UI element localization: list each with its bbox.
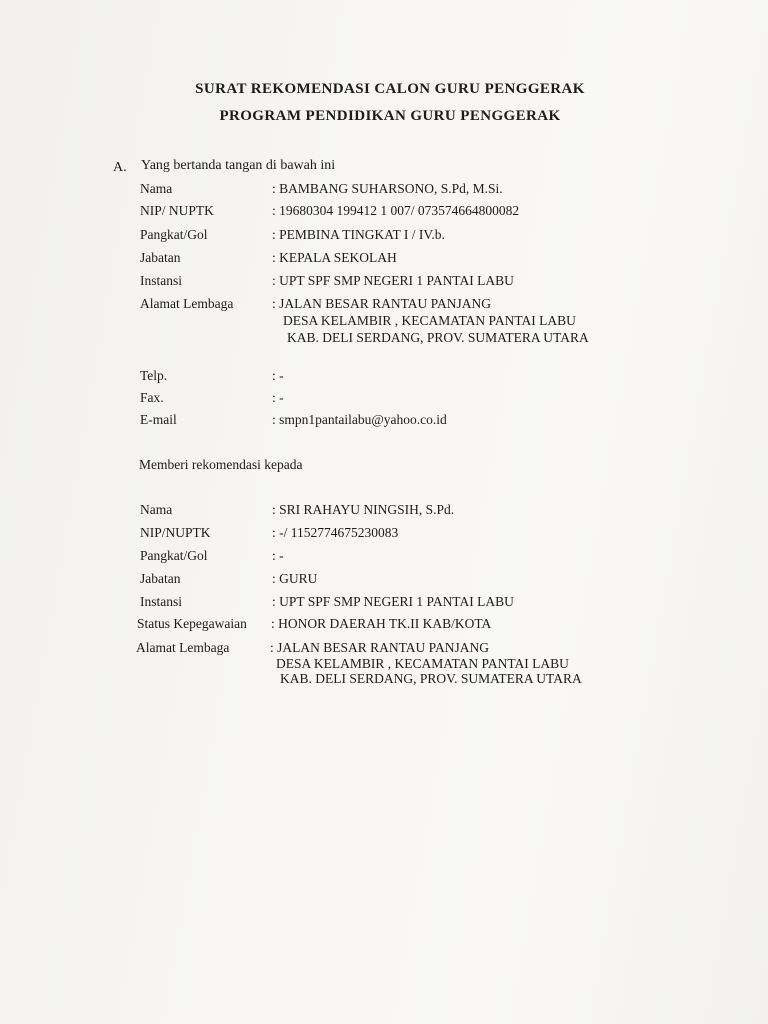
field-value: : HONOR DAERAH TK.II KAB/KOTA <box>271 616 492 631</box>
field-label: Nama <box>140 181 173 196</box>
field-value: : JALAN BESAR RANTAU PANJANG <box>270 640 489 655</box>
field-label: NIP/ NUPTK <box>140 203 214 218</box>
field-label: Fax. <box>140 390 164 405</box>
field-value: KAB. DELI SERDANG, PROV. SUMATERA UTARA <box>280 671 582 686</box>
field-label: Status Kepegawaian <box>137 616 247 631</box>
field-value: : -/ 1152774675230083 <box>272 525 399 540</box>
field-value: : KEPALA SEKOLAH <box>272 250 397 265</box>
field-value: : 19680304 199412 1 007/ 073574664800082 <box>272 203 520 218</box>
field-label: NIP/NUPTK <box>140 525 211 540</box>
field-label: Pangkat/Gol <box>140 548 208 563</box>
section-intro: Yang bertanda tangan di bawah ini <box>141 158 336 173</box>
field-value: : UPT SPF SMP NEGERI 1 PANTAI LABU <box>272 273 514 288</box>
document-title: SURAT REKOMENDASI CALON GURU PENGGERAK <box>195 81 585 97</box>
field-label: Instansi <box>140 273 182 288</box>
field-label: Alamat Lembaga <box>136 640 230 655</box>
field-value: : - <box>272 368 284 383</box>
field-value: : PEMBINA TINGKAT I / IV.b. <box>272 227 445 242</box>
field-value: : BAMBANG SUHARSONO, S.Pd, M.Si. <box>272 181 503 196</box>
field-label: Jabatan <box>140 250 181 265</box>
field-value: KAB. DELI SERDANG, PROV. SUMATERA UTARA <box>287 330 589 345</box>
field-value: : SRI RAHAYU NINGSIH, S.Pd. <box>272 502 455 517</box>
field-value: : UPT SPF SMP NEGERI 1 PANTAI LABU <box>272 594 514 609</box>
field-value: : GURU <box>272 571 318 586</box>
field-value: DESA KELAMBIR , KECAMATAN PANTAI LABU <box>276 656 569 671</box>
field-label: Pangkat/Gol <box>140 227 208 242</box>
field-value: : - <box>272 390 284 405</box>
field-value: DESA KELAMBIR , KECAMATAN PANTAI LABU <box>283 313 576 328</box>
recommend-intro: Memberi rekomendasi kepada <box>139 457 303 472</box>
field-value: : - <box>272 548 284 563</box>
field-label: Alamat Lembaga <box>140 296 234 311</box>
field-label: Nama <box>140 502 173 517</box>
field-label: Instansi <box>140 594 182 609</box>
field-value: : smpn1pantailabu@yahoo.co.id <box>272 412 447 427</box>
field-value: : JALAN BESAR RANTAU PANJANG <box>272 296 491 311</box>
field-label: E-mail <box>140 412 177 427</box>
field-label: Jabatan <box>140 571 181 586</box>
document-subtitle: PROGRAM PENDIDIKAN GURU PENGGERAK <box>219 108 561 124</box>
field-label: Telp. <box>140 368 168 383</box>
section-label: A. <box>113 160 127 175</box>
